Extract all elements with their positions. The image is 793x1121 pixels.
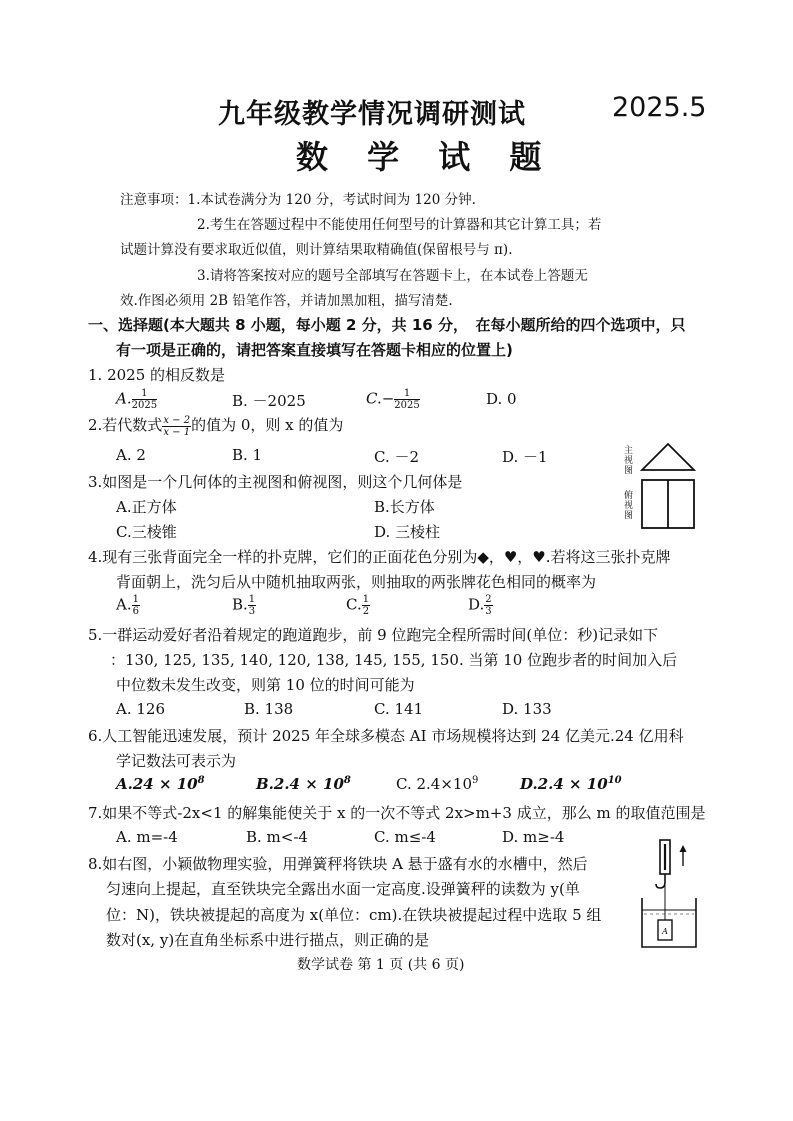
- q3-three-view-figure: [638, 440, 698, 532]
- q4-option-c-den: 2: [362, 606, 370, 617]
- q1-option-a-fraction: [132, 388, 157, 411]
- q1-option-d: D. 0: [486, 390, 517, 408]
- q6-option-c: [396, 775, 478, 793]
- q2-option-d: D. －1: [502, 448, 548, 466]
- q5-option-d: D. 133: [502, 700, 552, 718]
- q5-line-1: 5.一群运动爱好者沿着规定的跑道跑步，前 9 位跑完全程所需时间(单位：秒)记录如下: [88, 626, 659, 644]
- q6-option-c-exponent: 9: [472, 775, 479, 786]
- q2-fraction: [162, 415, 191, 438]
- q1-option-c-prefix: C.−: [366, 389, 395, 408]
- q5-option-c: C. 141: [374, 700, 424, 718]
- q7-option-d: D. m≥-4: [502, 828, 565, 846]
- q2-fraction-num: x − 2: [163, 414, 191, 426]
- q1-option-b: B. －2025: [232, 392, 306, 410]
- q5-option-a: A. 126: [116, 700, 165, 718]
- exam-title: 九年级教学情况调研测试: [218, 99, 526, 130]
- q1-option-a: [116, 388, 157, 411]
- q4-option-b-den: 3: [248, 606, 256, 617]
- q1-option-c-fraction: [394, 388, 419, 411]
- q4-option-b: [232, 594, 256, 617]
- q4-option-a-num: 1: [132, 594, 139, 605]
- q6-option-b-exponent: 8: [343, 775, 351, 786]
- q1-option-c-den: 2025: [394, 400, 420, 411]
- q4-option-d-num: 2: [485, 594, 492, 605]
- q2-option-a: A. 2: [116, 446, 146, 464]
- q8-line-4: 数对(x, y)在直角坐标系中进行描点，则正确的是: [106, 931, 430, 949]
- note-line-4: 3.请将答案按对应的题号全部填写在答题卡上，在本试卷上答题无: [197, 268, 588, 284]
- q8-line-3: 位：N)，铁块被提起的高度为 x(单位：cm).在铁块被提起过程中选取 5 组: [106, 906, 602, 924]
- q4-option-d-den: 3: [485, 606, 492, 617]
- q4-option-b-num: 1: [248, 594, 256, 605]
- q5-option-b: B. 138: [244, 700, 294, 718]
- q1-stem: 1. 2025 的相反数是: [88, 366, 226, 384]
- q6-line-1: 6.人工智能迅速发展，预计 2025 年全球多模态 AI 市场规模将达到 24 亿美元.24 亿用科: [88, 727, 684, 745]
- q2-stem-post: 的值为 0，则 x 的值为: [191, 416, 344, 434]
- q1-option-a-prefix: A.: [116, 389, 132, 408]
- page-footer: 数学试卷 第 1 页 (共 6 页): [297, 957, 465, 973]
- q3-figure-top-label: 俯视图: [624, 491, 634, 521]
- note-line-2: 2.考生在答题过程中不能使用任何型号的计算器和其它计算工具；若: [197, 217, 602, 233]
- q8-hook: [656, 874, 665, 888]
- q4-option-a-fraction: [132, 594, 140, 617]
- q6-option-d-base: D.2.4 × 10: [520, 775, 608, 793]
- q3-front-view-triangle: [642, 444, 694, 470]
- q3-option-b: B.长方体: [374, 498, 435, 516]
- q6-option-a-base: A.24 × 10: [116, 775, 198, 793]
- q3-option-d: D. 三棱柱: [374, 523, 441, 541]
- q2-stem: [88, 414, 343, 438]
- q4-option-c-fraction: [362, 594, 370, 617]
- q3-option-a: A.正方体: [116, 498, 177, 516]
- q5-line-3: 中位数未发生改变，则第 10 位的时间可能为: [116, 676, 415, 694]
- subject-title: 数 学 试 题: [296, 138, 556, 176]
- q6-option-b-base: B.2.4 × 10: [256, 775, 344, 793]
- note-line-1: 注意事项：1.本试卷满分为 120 分，考试时间为 120 分钟.: [120, 192, 476, 208]
- q4-option-b-fraction: [248, 594, 256, 617]
- note-line-3: 试题计算没有要求取近似值，则计算结果取精确值(保留根号与 π).: [120, 242, 513, 258]
- q6-option-d: [520, 775, 622, 793]
- q2-option-c: C. －2: [374, 448, 420, 466]
- exam-date: 2025.5: [612, 92, 707, 123]
- q2-stem-pre: 2.若代数式: [88, 416, 163, 434]
- q4-option-c: [346, 594, 370, 617]
- q7-option-b: B. m<-4: [246, 828, 308, 846]
- q6-option-d-exponent: 10: [607, 775, 622, 786]
- q4-line-1: 4.现有三张背面完全一样的扑克牌，它们的正面花色分别为◆，♥，♥.若将这三张扑克牌: [88, 548, 671, 566]
- q4-option-b-prefix: B.: [232, 595, 248, 614]
- q8-line-2: 匀速向上提起，直至铁块完全露出水面一定高度.设弹簧秤的读数为 y(单: [106, 880, 580, 898]
- q6-option-b: [256, 775, 351, 793]
- q4-option-d: [468, 594, 493, 617]
- q6-line-2: 学记数法可表示为: [116, 752, 237, 770]
- q7-stem: 7.如果不等式-2x<1 的解集能使关于 x 的一次不等式 2x>m+3 成立，那么 m 的取值范围是: [88, 804, 706, 822]
- q7-option-c: C. m≤-4: [374, 828, 436, 846]
- q1-option-a-num: 1: [132, 388, 157, 400]
- q1-option-c: [366, 388, 420, 411]
- q4-option-a-prefix: A.: [116, 595, 132, 614]
- q8-block-label: A: [662, 927, 668, 936]
- q3-stem: 3.如图是一个几何体的主视图和俯视图，则这个几何体是: [88, 473, 463, 491]
- q4-option-d-prefix: D.: [468, 595, 485, 614]
- section-header-line-1: 一、选择题(本大题共 8 小题，每小题 2 分，共 16 分， 在每小题所给的四个选项中，只: [88, 316, 686, 334]
- q4-option-c-num: 1: [362, 594, 370, 605]
- note-line-5: 效.作图必须用 2B 铅笔作答，并请加黑加粗，描写清楚.: [120, 293, 453, 309]
- q7-option-a: A. m=-4: [116, 828, 178, 846]
- q6-option-a: [116, 775, 205, 793]
- q4-option-a-den: 6: [132, 606, 139, 617]
- section-header-line-2: 有一项是正确的，请把答案直接填写在答题卡相应的位置上): [116, 341, 513, 359]
- q2-option-b: B. 1: [232, 446, 263, 464]
- q6-option-a-exponent: 8: [197, 775, 205, 786]
- q5-line-2: ：130, 125, 135, 140, 120, 138, 145, 155, 150. 当第 10 位跑步者的时间加入后: [110, 651, 678, 669]
- q1-option-c-num: 1: [394, 388, 419, 400]
- q4-line-2: 背面朝上，洗匀后从中随机抽取两张，则抽取的两张牌花色相同的概率为: [116, 573, 597, 591]
- q3-option-c: C.三棱锥: [116, 523, 177, 541]
- q8-up-arrow-head: [680, 845, 687, 852]
- q6-option-c-base: C. 2.4×10: [396, 775, 472, 793]
- q8-line-1: 8.如右图，小颖做物理实验，用弹簧秤将铁块 A 悬于盛有水的水槽中，然后: [88, 855, 588, 873]
- q1-option-a-den: 2025: [131, 400, 158, 411]
- q4-option-c-prefix: C.: [346, 595, 362, 614]
- q2-fraction-den: x − 1: [163, 426, 191, 438]
- q4-option-d-fraction: [484, 594, 492, 617]
- q4-option-a: [116, 594, 140, 617]
- q3-figure-front-label: 主视图: [624, 446, 634, 476]
- q8-spring-scale-figure: [640, 836, 700, 950]
